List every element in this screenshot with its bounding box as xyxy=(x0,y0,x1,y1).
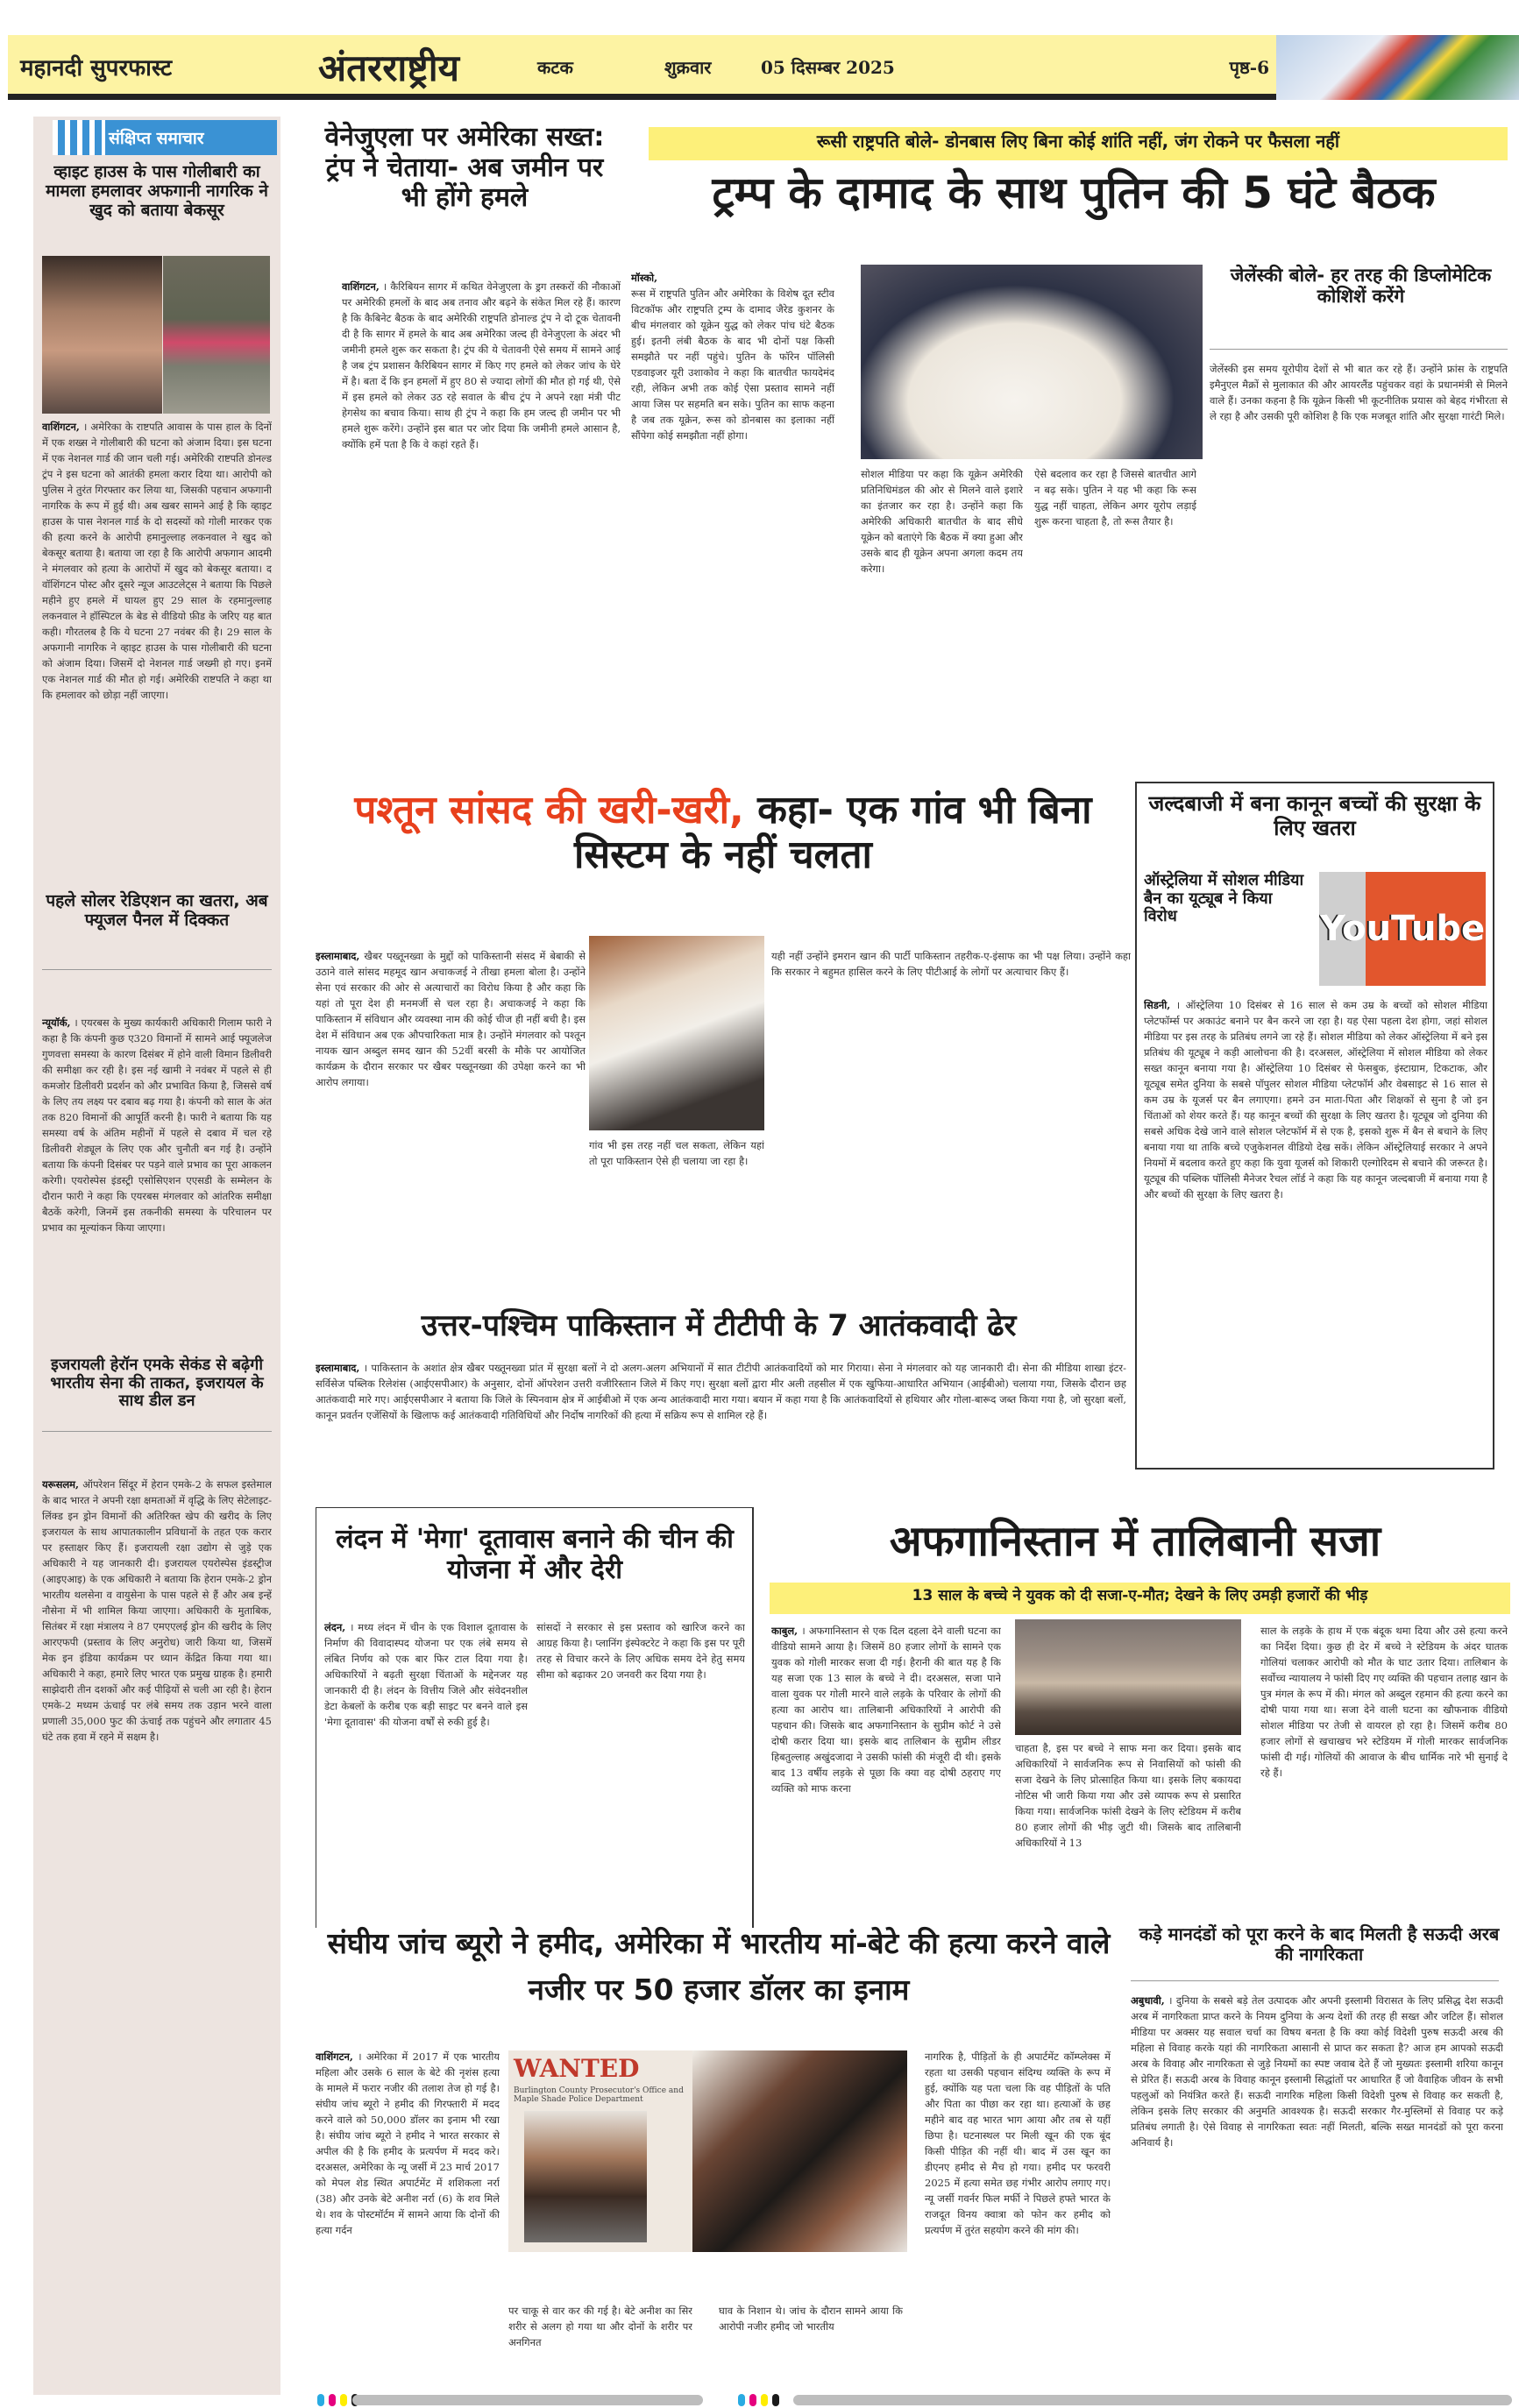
paper-name: महानदी सुपरफास्ट xyxy=(20,55,173,81)
youtube-subheadline: ऑस्ट्रेलिया में सोशल मीडिया बैन का यूट्यूब ने किया विरोध xyxy=(1144,871,1304,926)
london-body: लंदन, । मध्य लंदन में चीन के एक विशाल दूतावास के निर्माण की विवादास्पद योजना पर एक लंबे समय से लंबित निर्णय को एक बार फिर टाल दिया गया है। अधिकारियों ने बढ़ती सुरक्षा चिंताओं के मद्देनजर यह जानकारी दी है। लंदन के वित्तीय जिले और संवेदनशील डेटा केबलों के करीब एक बड़ी साइट पर बनने वाले इस 'मेगा दूतावास' की योजना वर्षों से रुकी हुई है। xyxy=(324,1621,528,1728)
fbi-body: वाशिंगटन, । अमेरिका में 2017 में एक भारतीय महिला और उसके 6 साल के बेटे की नृशंस हत्या के मामले में फरार नजीर की तलाश तेज हो गई है। संघीय जांच ब्यूरो ने हमीद की गिरफ्तारी में मदद करने वाले को 50,000 डॉलर का इनाम भी रखा है। संघीय जांच ब्यूरो ने हमीद ने भारत सरकार से अपील की है कि हमीद के प्रत्यर्पण में मदद करे। दरअसल, अमेरिका के न्यू जर्सी में 23 मार्च 2017 को मेपल शेड स्थित अपार्टमेंट में शशिकला नर्रा (38) और उनके बेटे अनीश नर्रा (6) के शव मिले थे। शव के पोस्टमॉर्टम में सामने आया कि दोनों की हत्या गर्दन xyxy=(316,2050,500,2236)
taliban-kicker: 13 साल के बच्चे ने युवक को दी सजा-ए-मौत; देखने के लिए उमड़ी हजारों की भीड़ xyxy=(912,1587,1368,1604)
fbi-headline: संघीय जांच ब्यूरो ने हमीद, अमेरिका में भारतीय मां-बेटे की हत्या करने वाले नजीर पर 50 हजार डॉलर का इनाम xyxy=(327,1926,1111,2007)
fbi-body-4: नागरिक है, पीड़ितों के ही अपार्टमेंट कॉम्प्लेक्स में रहता था उसकी पहचान संदिग्ध व्यक्ति के रूप में हुई, क्योंकि यह पता चला कि वह पीड़ितों के पति और पिता का पीछा कर रहा था। हत्याओं के छह महीने बाद वह भारत भाग आया और तब से यहीं छिपा है। घटनास्थल पर मिली खून की एक बूंद किसी पीड़ित की नहीं थी। बाद में उस खून का डीएनए हमीद से मैच हो गया। हमीद पर फरवरी 2025 में हत्या समेत छह गंभीर आरोप लगाए गए। न्यू जर्सी गवर्नर फिल मर्फी ने पिछले हफ्ते भारत के राजदूत विनय क्वात्रा को फोन कर हमीद को प्रत्यर्पण में तुरंत सहयोग करने की मांग की। xyxy=(925,2050,1111,2236)
london-story-border-top xyxy=(316,1507,754,1508)
putin-body: मॉस्को, रूस में राष्ट्रपति पुतिन और अमेरिका के विशेष दूत स्टीव विटकॉफ और राष्ट्रपति ट्रम्प के दामाद जैरेड कुशनर के बीच मंगलवार को यूक्रेन युद्ध को लेकर पांच घंटे बैठक हुई। इतनी लंबी बैठक के बाद भी दोनों पक्ष किसी समझौते पर नहीं पहुंचे। पुतिन के फॉरेन पॉलिसी एडवाइजर यूरी उशाकोव ने कहा कि बातचीत फायदेमंद रही, लेकिन अभी तक कोई ऐसा प्रस्ताव सामने नहीं आया जिस पर सहमति बन सके। पुतिन का साफ कहना है जब तक यूक्रेन, रूस को डोनबास का इलाका नहीं सौंपेगा कोई समझौता नहीं होगा। xyxy=(631,272,834,442)
youtube-headline: जल्दबाजी में बना कानून बच्चों की सुरक्षा के लिए खतरा xyxy=(1148,791,1481,840)
suspect-photo xyxy=(42,256,162,414)
divider xyxy=(1210,349,1508,350)
page-number: पृष्ठ-6 xyxy=(1229,56,1269,78)
divider xyxy=(42,1431,272,1432)
venezuela-headline: वेनेजुएला पर अमेरिका सख्त: ट्रंप ने चेताया- अब जमीन पर भी होंगे हमले xyxy=(324,122,605,213)
mp-photo xyxy=(589,936,764,1130)
london-body-2: सांसदों ने सरकार से इस प्रस्ताव को खारिज करने का आग्रह किया है। प्लानिंग इंस्पेक्टरेट ने कहा कि इस पर पूरी तरह से विचार करने के लिए अधिक समय देने हेतु समय सीमा को बढ़ाकर 20 जनवरी कर दिया गया है। xyxy=(536,1621,745,1681)
black-dot xyxy=(772,2394,779,2406)
footer-bar-left xyxy=(352,2395,703,2405)
poster-caption: Burlington County Prosecutor's Office and Maple Shade Police Department xyxy=(514,2086,684,2104)
putin-body-3: ऐसे बदलाव कर रहा है जिससे बातचीत आगे न बढ़ सके। पुतिन ने यह भी कहा कि रूस युद्ध नहीं चाहता, लेकिन अगर यूरोप लड़ाई शुरू करना चाहता है, तो रूस तैयार है। xyxy=(1034,468,1196,528)
saudi-headline: कड़े मानदंडों को पूरा करने के बाद मिलती है सऊदी अरब की नागरिकता xyxy=(1139,1923,1500,1965)
guards-photo xyxy=(163,256,270,414)
london-story-border-right xyxy=(752,1507,754,1928)
stadium-photo xyxy=(1015,1619,1241,1735)
cyan-dot xyxy=(317,2394,324,2406)
magenta-dot xyxy=(749,2394,756,2406)
city: कटक xyxy=(537,56,573,78)
putin-body-2: सोशल मीडिया पर कहा कि यूक्रेन अमेरिकी प्रतिनिधिमंडल की ओर से मिलने वाले इशारे का इंतजार कर रहा है। उन्होंने कहा कि अमेरिकी अधिकारी बातचीत के बाद सीधे यूक्रेन को बताएंगे कि बैठक में क्या हुआ और उसके बाद ही यूक्रेन अपना अगला कदम तय करेगा। xyxy=(861,468,1023,575)
london-headline: लंदन में 'मेगा' दूतावास बनाने की चीन की योजना में और देरी xyxy=(336,1524,734,1585)
taliban-headline: अफगानिस्तान में तालिबानी सजा xyxy=(889,1517,1381,1566)
saudi-body: अबुधावी, । दुनिया के सबसे बड़े तेल उत्पादक और अपनी इस्लामी विरासत के लिए प्रसिद्ध देश सऊदी अरब में नागरिकता प्राप्त करने के नियम दुनिया के अन्य देशों की तरह ही सख्त और जटिल हैं। सोशल मीडिया पर अक्सर यह सवाल चर्चा का विषय बनता है कि क्या कोई विदेशी पुरुष सऊदी अरब की महिला से विवाह करके यहां की नागरिकता आसानी से प्राप्त कर सकता है? आज हम आपको सऊदी अरब के विवाह और नागरिकता से जुड़े नियमों का स्पष्ट जवाब देते हैं जो मुख्यतः इस्लामी शरिया कानून से प्रेरित हैं। सऊदी अरब के विवाह कानून इस्लामी सिद्धांतों पर आधारित हैं जो वैवाहिक जीवन के सभी पहलुओं को नियंत्रित करते हैं। सऊदी नागरिक महिला किसी विदेशी पुरुष से विवाह कर सकती है, लेकिन इसके लिए सरकार की अनुमति आवश्यक है। सऊदी सरकार गैर-मुस्लिमों से विवाह पर कड़े प्रतिबंध लगाती है। ऐसे विवाह से नागरिकता स्वतः नहीं मिलती, बल्कि सख्त मानदंडों को पूरा करना अनिवार्य है। xyxy=(1131,1994,1503,2149)
cyan-dot xyxy=(738,2394,745,2406)
pashtun-body-2: गांव भी इस तरह नहीं चल सकता, लेकिन यहां तो पूरा पाकिस्तान ऐसे ही चलाया जा रहा है। xyxy=(589,1139,764,1167)
sidebar-story2-headline: पहले सोलर रेडिएशन का खतरा, अब फ्यूजल पैनल में दिक्कत xyxy=(46,891,268,930)
youtube-body: सिडनी, । ऑस्ट्रेलिया 10 दिसंबर से 16 साल से कम उम्र के बच्चों को सोशल मीडिया प्लेटफॉर्म्स पर अकाउंट बनाने पर बैन करने जा रहा है। यह ऐसा पहला देश होगा, जहां सोशल मीडिया पर इस तरह के प्रतिबंध लगने जा रहे हैं। सोशल मीडिया को लेकर ऑस्ट्रेलिया में बने इस प्रतिबंध की यूट्यूब ने कड़ी आलोचना की है। दरअसल, ऑस्ट्रेलिया में सोशल मीडिया को लेकर सख्त कानून बनाया गया है। ऑस्ट्रेलिया 10 दिसंबर से फेसबुक, इंस्टाग्राम, टिकटाक, और यूट्यूब समेत दुनिया के सबसे पॉपुलर सोशल मीडिया प्लेटफॉर्म और वेबसाइट से 16 साल से कम उम्र के यूजर्स पर बैन लगाएगा। हमने उन माता-पिता और शिक्षकों से सुना है जो इन चिंताओं को शेयर करते हैं। यह कानून बच्चों की सुरक्षा के लिए खतरा है। यूट्यूब जो दुनिया की सबसे अधिक देखे जाने वाले सोशल प्लेटफॉर्म में से एक है, इसको शुरू में बैन से बचाने के लिए बनाया गया था ताकि बच्चे एजुकेशनल वीडियो देख सकें। लेकिन ऑस्ट्रेलियाई सरकार ने अपने नियमों में बदलाव करते हुए कहा कि युवा यूजर्स को शिकारी एल्गोरिदम से बचाने की जरूरत है। यूट्यूब की पब्लिक पॉलिसी मैनेजर रैचल लॉर्ड ने कहा कि यह कानून जल्दबाजी में बनाया गया है और बच्चों की सुरक्षा के लिए खतरा है। xyxy=(1144,999,1487,1200)
magenta-dot xyxy=(329,2394,336,2406)
sidebar-story1-headline: व्हाइट हाउस के पास गोलीबारी का मामला हमलावर अफगानी नागरिक ने खुद को बताया बेकसूर xyxy=(46,162,268,220)
sidebar-story1-body: वाशिंगटन, । अमेरिका के राष्टपति आवास के पास हाल के दिनों में एक शख्स ने गोलीबारी की घटना को अंजाम दिया। इस घटना में एक नेशनल गार्ड की जान चली गई। अमेरिकी राष्टपति डोनल्ड ट्रंप ने इस घटना को आतंकी हमला करार दिया था। आरोपी को पुलिस ने तुरंत गिरफ्तार कर लिया था, जिसकी पहचान अफगानी नागरिक के रूप में हुई थी। अब खबर सामने आई है कि व्हाइट हाउस के पास नेशनल गार्ड के दो सदस्यों को गोली मारकर एक की हत्या करने के आरोपी हमानुल्लाह लकनवाल ने खुद को बेकसूर बताया है। बताया जा रहा है कि आरोपी अफगान आदमी ने मंगलवार को हत्या के आरोपों में खुद को बेकसूर बताया। द वॉशिंगटन पोस्ट और दूसरे न्यूज आउटलेट्स ने बताया कि पिछले महीने हुए हमले में घायल हुए 29 साल के रहमानुल्लाह लकनवाल ने हॉस्पिटल के बेड से वीडियो फ़ीड के जरिए यह बात कही। गौरतलब है कि ये घटना 27 नवंबर की है। 29 साल के अफगानी नागरिक ने व्हाइट हाउस के पास गोलीबारी की घटना को अंजाम दिया। जिसमें दो नेशनल गार्ड जख्मी हो गए। इनमें एक नेशनल गार्ड की मौत हो गई। अमेरिकी राष्टपति ने कहा था कि हमलावर को छोड़ा नहीं जाएगा। xyxy=(42,421,272,701)
fbi-body-2: पर चाकू से वार कर की गई है। बेटे अनीश का सिर शरीर से अलग हो गया था और दोनों के शरीर पर अनगिनत xyxy=(508,2305,692,2348)
taliban-body-3: साल के लड़के के हाथ में एक बंदूक थमा दिया और उसे हत्या करने का निर्देश दिया। कुछ ही देर में बच्चे ने स्टेडियम के अंदर घातक गोलियां चलाकर आरोपी को मौत के घाट उतार दिया। तालिबान के सर्वोच्च न्यायालय ने फांसी दिए गए व्यक्ति की पहचान तलाह खान के पुत्र मंगल के रूप में की। मंगल को अब्दुल रहमान की हत्या करने का दोषी पाया गया था। सजा देने वाली घटना का खौफनाक वीडियो सोशल मीडिया पर तेजी से वायरल हो रहा है। जिसमें करीब 80 हजार लोगों से खचाखच भरे स्टेडियम में गोली मारकर सार्वजनिक फांसी दी गई। गोलियों की आवाज के बीच धार्मिक नारे भी सुनाई दे रहे हैं। xyxy=(1260,1625,1508,1779)
pashtun-body-3: यही नहीं उन्होंने इमरान खान की पार्टी पाकिस्तान तहरीक-ए-इंसाफ का भी पक्ष लिया। उन्होंने कहा कि सरकार ने बहुमत हासिल करने के लिए पीटीआई के लोगों पर अत्याचार किए हैं। xyxy=(771,950,1131,978)
date: 05 दिसम्बर 2025 xyxy=(761,56,895,78)
fbi-body-3: घाव के निशान थे। जांच के दौरान सामने आया कि आरोपी नजीर हमीद जो भारतीय xyxy=(719,2305,903,2333)
flags-image xyxy=(1276,35,1519,100)
zelensky-subheadline: जेलेंस्की बोले- हर तरह की डिप्लोमेटिक कोशिशें करेंगे xyxy=(1230,265,1492,308)
wanted-label: WANTED xyxy=(514,2054,640,2083)
taliban-body: काबुल, । अफगानिस्तान से एक दिल दहला देने वाली घटना का वीडियो सामने आया है। जिसमें 80 हजार लोगों के सामने एक युवक को गोली मारकर सजा दी गई। हैरानी की बात यह है कि यह सजा एक 13 साल के बच्चे ने दी। दरअसल, सजा पाने वाला युवक पर गोली मारने वाले लड़के के परिवार के लोगों की हत्या का आरोप था। तालिबानी अधिकारियों ने आरोपी की पहचान की। जिसके बाद अफगानिस्तान के सुप्रीम कोर्ट ने उसे दोषी करार दिया था। इसके बाद तालिबान के सुप्रीम लीडर हिबतुल्लाह अखुंदजादा ने उसकी फांसी की मंजूरी दी थी। इसके बाद 13 वर्षीय लड़के से पूछा कि क्या वह दोषी ठहराए गए व्यक्ति को माफ करना xyxy=(771,1625,1001,1795)
yellow-dot xyxy=(340,2394,347,2406)
taliban-body-2: चाहता है, इस पर बच्चे ने साफ मना कर दिया। इसके बाद अधिकारियों ने सार्वजनिक रूप से निवासियों को फांसी की सजा देखने के लिए प्रोत्साहित किया था। इसके लिए बकायदा नोटिस भी जारी किया गया और उसे व्यापक रूप से प्रसारित किया गया। सार्वजनिक फांसी देखने के लिए स्टेडियम में करीब 80 हजार लोगों की भीड़ जुटी थी। जिसके बाद तालिबानी अधिकारियों ने 13 xyxy=(1015,1742,1241,1849)
divider xyxy=(1131,1980,1499,1981)
tag-stripes xyxy=(53,120,105,155)
day: शुक्रवार xyxy=(664,56,712,78)
sidebar-story3-headline: इजरायली हेरॉन एमके सेकंड से बढ़ेगी भारतीय सेना की ताकत, इजरायल के साथ डील डन xyxy=(50,1356,264,1411)
ttp-headline: उत्तर-पश्चिम पाकिस्तान में टीटीपी के 7 आतंकवादी ढेर xyxy=(421,1308,1017,1343)
zelensky-body: जेलेंस्की इस समय यूरोपीय देशों से भी बात कर रहे हैं। उन्होंने फ्रांस के राष्ट्रपति इमैनुएल मैक्रों से मुलाकात की और आयरलैंड पहुंचकर वहां के प्रधानमंत्री से मिलने वाले हैं। उनका कहना है कि यूक्रेन किसी भी कूटनीतिक प्रयास को बेहद गंभीरता से ले रहा है और उसकी पूरी कोशिश है कि एक मजबूत शांति और सुरक्षा गारंटी मिले। xyxy=(1210,363,1508,422)
pashtun-headline: पश्तून सांसद की खरी-खरी, कहा- एक गांव भी बिना सिस्टम के नहीं चलता xyxy=(354,788,1092,877)
youtube-logo-image: YouTube xyxy=(1319,872,1486,986)
pashtun-body: इस्लामाबाद, खैबर पख्तूनख्वा के मुद्दों को पाकिस्तानी संसद में बेबाकी से उठाने वाले सांसद महमूद खान अचाकजई ने तीखा हमला बोला है। उन्होंने सेना एवं सरकार की ओर से अत्याचारों का विरोध किया है और कहा कि यहां तो पूरा देश ही मनमर्जी से चल रहा है। अचाकजई ने कहा कि पाकिस्तान में संविधान और व्यवस्था नाम की कोई चीज ही नहीं बची है। इस देश में संविधान अब एक औपचारिकता मात्र है। उन्होंने मंगलवार को पश्तून नायक खान अब्दुल समद खान की 52वीं बरसी के मौके पर आयोजित कार्यक्रम के दौरान सरकार पर खैबर पख्तूनख्वा की उपेक्षा करने का भी आरोप लगाया। xyxy=(316,950,586,1088)
venezuela-body: वाशिंगटन, । कैरिबियन सागर में कथित वेनेजुएला के ड्रग तस्करों की नौकाओं पर अमेरिकी हमलों के बाद अब तनाव और बढ़ने के संकेत मिल रहे हैं। कारण है कि कैबिनेट बैठक के बाद अमेरिकी राष्ट्रपति डोनाल्ड ट्रंप ने दो टूक चेतावनी दी है कि सागर में हमले के बाद अब अमेरिका जल्द ही वेनेजुएला के अंदर भी जमीनी हमले शुरू कर सकता है। ट्रंप की ये चेतावनी ऐसे समय में सामने आई है जब ट्रंप प्रशासन कैरिबियन सागर में किए गए हमले को लेकर जांच के घेरे में है। बता दें कि इन हमलों में हुए 80 से ज्यादा लोगों की मौत हो गई थी, ऐसे में इस हमले को लेकर उठ रहे सवाल के बीच ट्रंप ने अपने रक्षा मंत्री पीट हेगसेथ का बचाव किया। साथ ही ट्रंप ने कहा कि हम जल्द ही जमीन पर भी हमले शुरू करेंगे। उन्होंने इस बात पर जोर दिया कि जमीनी हमले आसान है, क्योंकि हमें पता है कि वे कहां रहते हैं। xyxy=(342,280,621,450)
yellow-dot xyxy=(761,2394,768,2406)
brief-news-tag: संक्षिप्त समाचार xyxy=(53,120,277,155)
putin-meeting-photo xyxy=(861,265,1203,459)
sidebar-story3-body: यरूसलम, ऑपरेशन सिंदूर में हेरान एमके-2 के सफल इस्तेमाल के बाद भारत ने अपनी रक्षा क्षमताओं में वृद्धि के लिए सेटेलाइट-लिंक्ड इन ड्रोन विमानों की अतिरिक्त खेप की खरीद के लिए इजरायल के साथ आपातकालीन प्रविधानों के तहत एक करार पर हस्ताक्षर किए हैं। इजरायली रक्षा उद्योग से जुड़े एक अधिकारी ने यह जानकारी दी। इजरायल एयरोस्पेस इंडस्ट्रीज (आइएआइ) के एक अधिकारी ने बताया कि हेरान एमके-2 ड्रोन भारतीय थलसेना व वायुसेना के पास पहले से हैं और अब इन्हें नौसेना में भी शामिल किया जाएगा। अधिकारी के मुताबिक, सितंबर में रक्षा मंत्रालय ने 87 एमएएलई ड्रोन की खरीद के लिए आरएफपी (प्रस्ताव के लिए अनुरोध) जारी किया था, जिसमें मेक इन इंडिया कार्यक्रम पर ध्यान केंद्रित किया गया था। अधिकारी ने कहा, हमारे लिए भारत एक प्रमुख ग्राहक है। हमारी साझेदारी तीन दशकों और कई पीढ़ियों से चली आ रही है। हेरान एमके-2 मध्यम ऊंचाई पर लंबे समय तक उड़ान भरने वाला प्रणाली 35,000 फुट की ऊंचाई तक पहुंचने और लगातार 45 घंटे तक हवा में रहने में सक्षम है। xyxy=(42,1478,272,1743)
victims-photo xyxy=(692,2050,907,2252)
sidebar-story2-body: न्यूयॉर्क, । एयरबस के मुख्य कार्यकारी अधिकारी गिलाम फारी ने कहा है कि कंपनी कुछ ए320 विमानों में सामने आई फ्यूजलेज गुणवत्ता समस्या के कारण दिसंबर में होने वाली विमान डिलीवरी की समीक्षा कर रही है। इस नई खामी ने नवंबर में पहले से ही कमजोर डिलीवरी प्रदर्शन को और प्रभावित किया है, जिससे वर्ष के लिए तय लक्ष्य पर दबाव बढ़ गया है। कंपनी को साल के अंत तक 820 विमानों की आपूर्ति करनी है। फारी ने बताया कि यह समस्या वर्ष के अंतिम महीनों में पहले से दबाव में चल रहे डिलीवरी शेड्यूल के लिए एक और चुनौती बन गई है। उन्होंने बताया कि कंपनी दिसंबर पर पड़ने वाले प्रभाव का पूरा आकलन करेगी। एयरोस्पेस इंडस्ट्री एसोसिएशन एएसडी के सम्मेलन के दौरान फारी ने कहा कि एयरबस मंगलवार को आंतरिक समीक्षा बैठकें करेगी, जिनमें इस तकनीकी समस्या के परिचालन पर प्रभाव का मूल्यांकन किया जाएगा। xyxy=(42,1016,272,1234)
cmyk-marks-right xyxy=(738,2394,779,2406)
suspect-photo-nazeer xyxy=(524,2111,647,2242)
wanted-poster-image xyxy=(508,2050,692,2252)
masthead xyxy=(8,35,1276,98)
ttp-body: इस्लामाबाद, । पाकिस्तान के अशांत क्षेत्र खैबर पख्तूनख्वा प्रांत में सुरक्षा बलों ने दो अलग-अलग अभियानों में सात टीटीपी आतंकवादियों को मार गिराया। सेना ने मंगलवार को यह जानकारी दी। सेना की मीडिया शाखा इंटर-सर्विसेज पब्लिक रिलेशंस (आईएसपीआर) के अनुसार, दोनों ऑपरेशन उत्तरी वजीरिस्तान जिले में किए गए। सुरक्षा बलों द्वारा मीर अली तहसील में एक खुफिया-आधारित अभियान (आईबीओ) चलाया गया, जिसके दौरान छह आतंकवादी मारे गए। आईएसपीआर ने बताया कि जिले के स्पिनवाम क्षेत्र में आईबीओ में एक अन्य आतंकवादी मारा गया। बयान में कहा गया है कि आतंकवादियों से हथियार और गोला-बारूद जब्त किया गया है, जो सुरक्षा बलों, कानून प्रवर्तन एजेंसियों के खिलाफ कई आतंकवादी गतिविधियों और निर्दोष नागरिकों की हत्या में सक्रिय रूप से शामिल रहे हैं। xyxy=(316,1362,1126,1421)
putin-headline: ट्रम्प के दामाद के साथ पुतिन की 5 घंटे बैठक xyxy=(712,167,1436,218)
header-rule xyxy=(8,94,1276,100)
section-title: अंतरराष्ट्रीय xyxy=(318,46,460,89)
putin-kicker: रूसी राष्ट्रपति बोले- डोनबास लिए बिना कोई शांति नहीं, जंग रोकने पर फैसला नहीं xyxy=(816,131,1340,152)
footer-bar-right xyxy=(793,2395,1512,2405)
divider xyxy=(42,969,272,970)
